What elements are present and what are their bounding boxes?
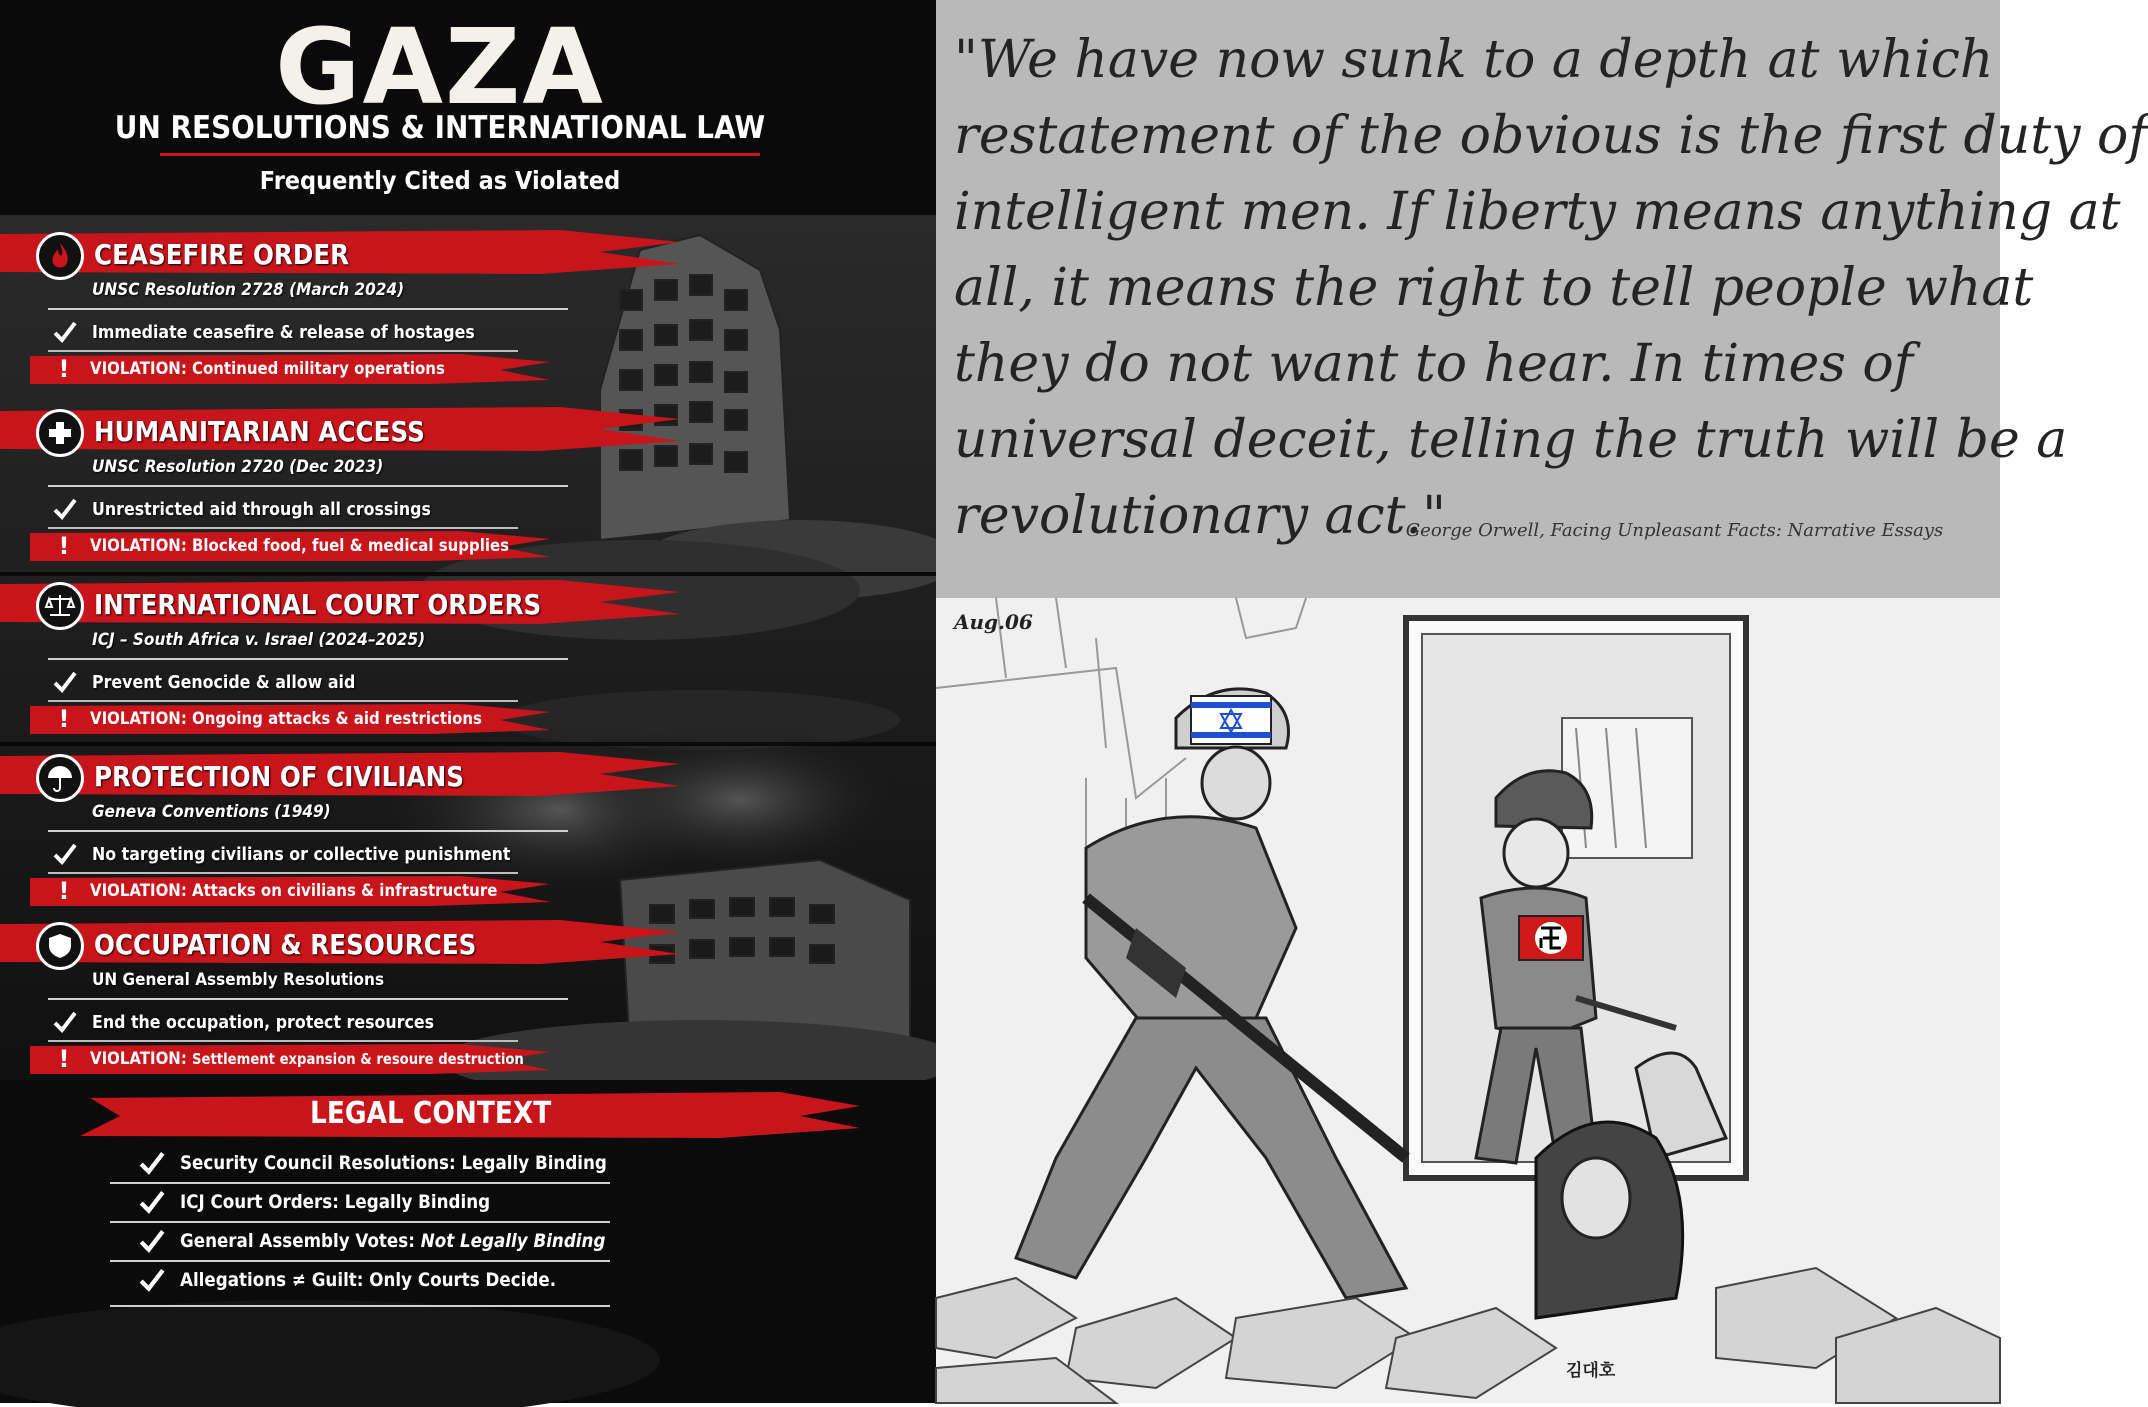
violation-text: Continued military operations (192, 359, 445, 379)
check-icon (138, 1227, 166, 1255)
legal-item-value: Legally Binding (461, 1152, 607, 1174)
divider (48, 830, 568, 832)
subtitle-underline (160, 153, 760, 156)
section-heading: INTERNATIONAL COURT ORDERS (94, 588, 542, 621)
section-citation: UN General Assembly Resolutions (92, 970, 385, 990)
legal-item (138, 1265, 607, 1295)
violation-row (58, 354, 493, 384)
section-citation: Geneva Conventions (1949) (92, 802, 331, 822)
legal-item-value: Only Courts Decide. (369, 1269, 557, 1291)
flame-icon (36, 232, 84, 280)
rubble (936, 1268, 2000, 1403)
section-international-court-orders (0, 578, 936, 738)
exclamation-icon: ! (58, 877, 70, 905)
check-icon (138, 1149, 166, 1177)
scales-icon (36, 582, 84, 630)
divider (48, 485, 568, 487)
section-heading: CEASEFIRE ORDER (94, 238, 350, 271)
violation-text: Blocked food, fuel & medical supplies (192, 536, 510, 556)
legal-item-value: Legally Binding (344, 1191, 491, 1213)
section-citation: UNSC Resolution 2728 (March 2024) (92, 280, 405, 300)
section-protection-of-civilians (0, 750, 936, 910)
orwell-quote-panel (936, 0, 2148, 598)
grieving-woman (1536, 1122, 1683, 1318)
poster-title: GAZA (275, 6, 605, 128)
quote-line: universal deceit, telling the truth will be a (954, 410, 2068, 470)
violation-row (58, 704, 535, 734)
check-icon (52, 319, 78, 345)
divider (48, 658, 568, 660)
divider (48, 998, 568, 1000)
umbrella-icon (36, 754, 84, 802)
requirement-row (52, 1008, 481, 1036)
violation-label: VIOLATION: (90, 709, 187, 729)
exclamation-icon: ! (58, 532, 70, 560)
requirement-row (52, 668, 391, 696)
legal-item (138, 1226, 663, 1256)
legal-item-lead: Security Council Resolutions: (180, 1152, 456, 1174)
legal-item (138, 1187, 532, 1217)
violation-row (58, 876, 553, 906)
divider (110, 1260, 610, 1262)
legal-item-value: Not Legally Binding (420, 1230, 606, 1252)
section-citation: ICJ – South Africa v. Israel (2024–2025) (92, 630, 426, 650)
section-heading: PROTECTION OF CIVILIANS (94, 760, 464, 793)
quote-line: intelligent men. If liberty means anything at (954, 182, 2121, 242)
violation-row (58, 531, 566, 561)
check-icon (138, 1188, 166, 1216)
section-humanitarian-access (0, 405, 936, 565)
poster-tagline: Frequently Cited as Violated (259, 166, 621, 195)
check-icon (52, 496, 78, 522)
quote-line: revolutionary act." (954, 486, 1446, 546)
cartoonist-signature: 김대호 (1566, 1361, 1616, 1381)
quote-line: restatement of the obvious is the first duty of (954, 106, 2148, 166)
legal-item-lead: ICJ Court Orders: (180, 1191, 339, 1213)
requirement-text: Prevent Genocide & allow aid (92, 671, 356, 693)
medical-cross-icon (36, 409, 84, 457)
legal-item-lead: General Assembly Votes: (180, 1230, 415, 1252)
requirement-text: No targeting civilians or collective punishment (92, 843, 511, 865)
political-cartoon (936, 598, 2000, 1403)
divider (110, 1182, 610, 1184)
violation-row (58, 1044, 583, 1074)
section-heading: OCCUPATION & RESOURCES (94, 928, 477, 961)
requirement-text: End the occupation, protect resources (92, 1011, 435, 1033)
shield-icon (36, 922, 84, 970)
requirement-text: Immediate ceasefire & release of hostages (92, 321, 475, 343)
exclamation-icon: ! (58, 355, 70, 383)
violation-label: VIOLATION: (90, 536, 187, 556)
section-occupation-resources (0, 918, 936, 1078)
violation-text: Settlement expansion & resoure destruction (192, 1050, 524, 1068)
legal-context-title: LEGAL CONTEXT (310, 1096, 552, 1131)
divider (48, 308, 568, 310)
quote-line: they do not want to hear. In times of (954, 334, 1913, 394)
legal-item (138, 1148, 665, 1178)
requirement-row (52, 318, 527, 346)
exclamation-icon: ! (58, 1045, 70, 1073)
legal-item-lead: Allegations ≠ Guilt: (180, 1269, 364, 1291)
check-icon (52, 669, 78, 695)
exclamation-icon: ! (58, 705, 70, 733)
violation-label: VIOLATION: (90, 881, 187, 901)
requirement-text: Unrestricted aid through all crossings (92, 498, 431, 520)
cartoon-illustration (936, 598, 2000, 1403)
quote-line: "We have now sunk to a depth at which (954, 30, 1994, 90)
gaza-poster (0, 0, 936, 1403)
violation-text: Ongoing attacks & aid restrictions (192, 709, 482, 729)
check-icon (52, 1009, 78, 1035)
quote-attribution: - George Orwell, Facing Unpleasant Facts: Narrative Essays (1394, 520, 1944, 541)
divider (110, 1305, 610, 1307)
violation-label: VIOLATION: (90, 1049, 187, 1069)
check-icon (52, 841, 78, 867)
poster-subtitle: UN RESOLUTIONS & INTERNATIONAL LAW (114, 110, 766, 146)
quote-line: all, it means the right to tell people what (954, 258, 2034, 318)
violation-label: VIOLATION: (90, 359, 187, 379)
requirement-row (52, 840, 568, 868)
foreground-soldier (1016, 689, 1406, 1298)
check-icon (138, 1266, 166, 1294)
section-citation: UNSC Resolution 2720 (Dec 2023) (92, 457, 384, 477)
divider (110, 1221, 610, 1223)
section-ceasefire-order (0, 228, 936, 388)
section-heading: HUMANITARIAN ACCESS (94, 415, 425, 448)
violation-text: Attacks on civilians & infrastructure (192, 881, 498, 901)
cartoon-date-signature: Aug.06 (954, 610, 1033, 634)
requirement-row (52, 495, 477, 523)
